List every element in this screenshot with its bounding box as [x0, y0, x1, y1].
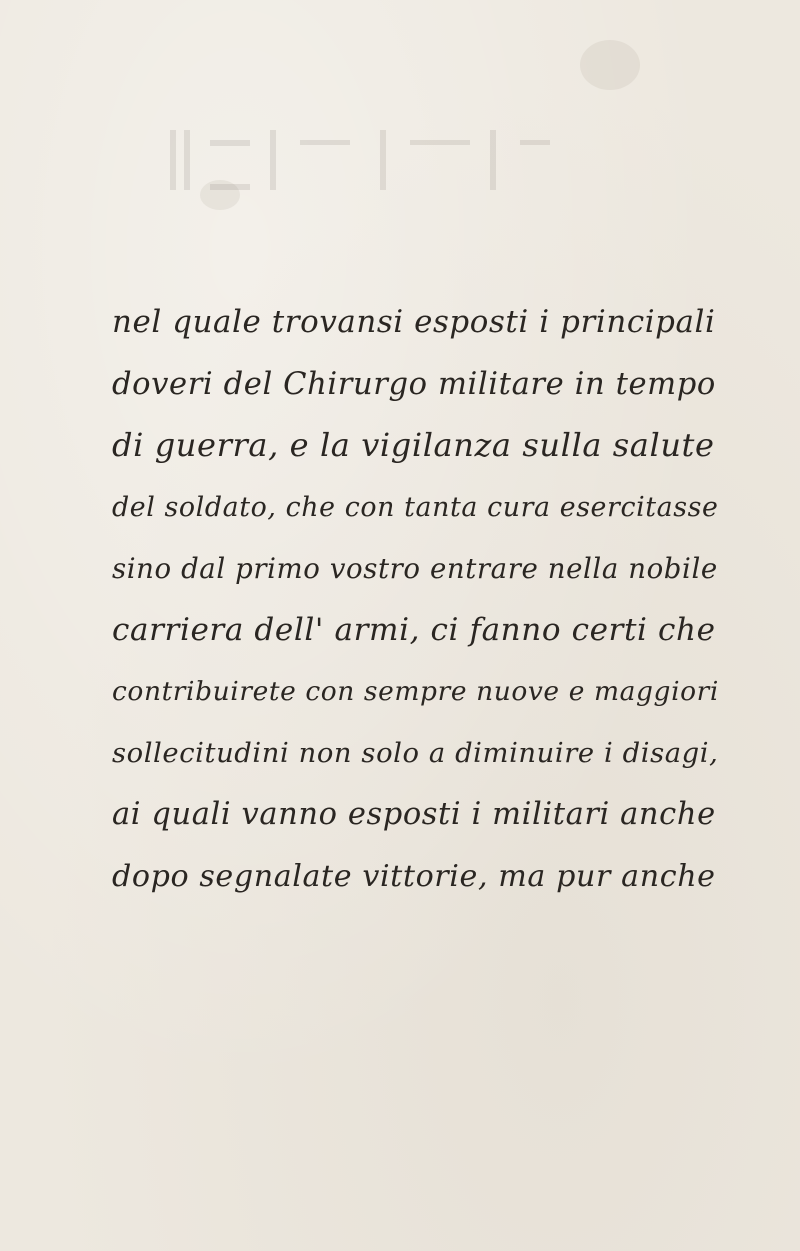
paper-stain	[580, 40, 640, 90]
text-line: nel quale trovansi esposti i principali	[112, 304, 716, 340]
text-line: dopo segnalate vittorie, ma pur anche	[112, 858, 716, 894]
text-line: doveri del Chirurgo militare in tempo	[112, 366, 716, 402]
text-line: contribuirete con sempre nuove e maggiori	[112, 676, 719, 707]
text-line: sino dal primo vostro entrare nella nobile	[112, 552, 718, 585]
text-line: sollecitudini non solo a diminuire i disagi,	[112, 737, 719, 769]
manuscript-text	[112, 292, 719, 907]
text-line: ai quali vanno esposti i militari anche	[112, 797, 716, 832]
paper-stain	[200, 180, 240, 210]
text-line: carriera dell' armi, ci fanno certi che	[112, 611, 716, 648]
text-line: di guerra, e la vigilanza sulla salute	[112, 426, 715, 464]
text-line: del soldato, che con tanta cura esercitasse	[112, 491, 719, 523]
